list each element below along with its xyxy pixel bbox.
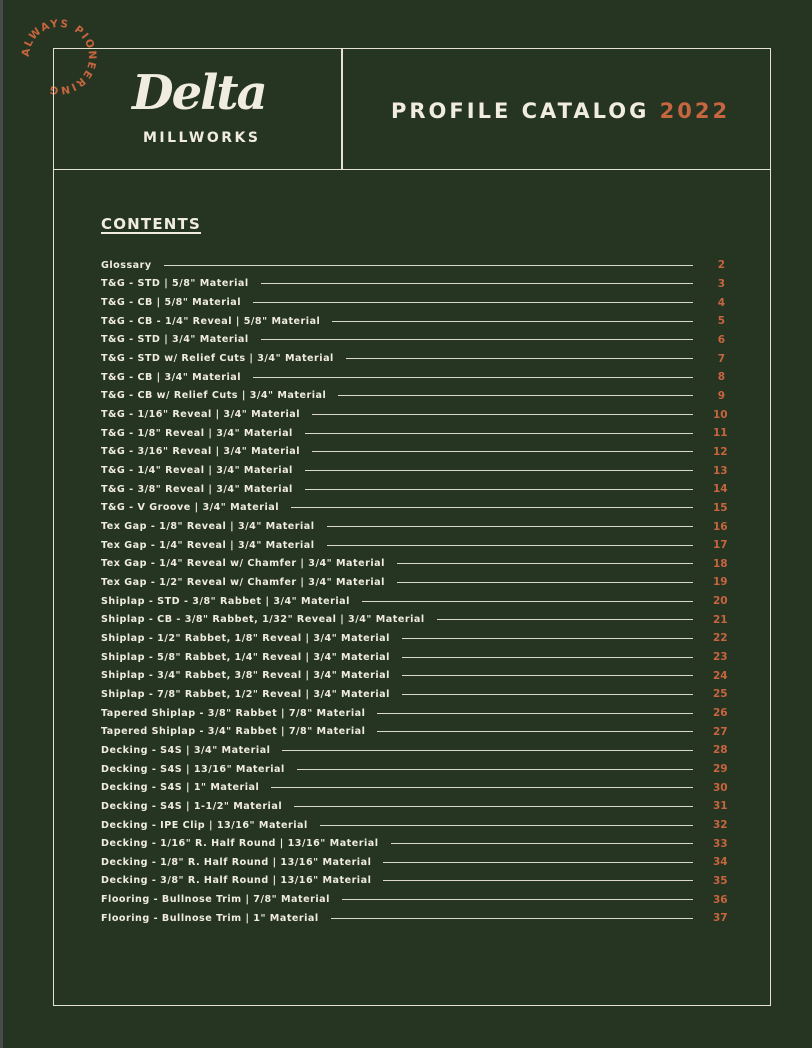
toc-entry-page: 6	[717, 333, 725, 346]
toc-entry-title: Tapered Shiplap - 3/4" Rabbet | 7/8" Material	[101, 726, 366, 738]
toc-leader-line	[402, 657, 693, 658]
toc-entry-page: 4	[717, 296, 725, 309]
toc-entry[interactable]	[101, 405, 728, 424]
toc-leader-line	[305, 433, 693, 434]
toc-leader-line	[397, 563, 693, 564]
toc-entry-title: Tex Gap - 1/2" Reveal w/ Chamfer | 3/4" Material	[101, 576, 385, 588]
toc-entry[interactable]	[101, 778, 728, 797]
toc-leader-line	[305, 489, 693, 490]
toc-entry[interactable]	[101, 517, 728, 536]
page-edge	[0, 0, 3, 1048]
toc-leader-line	[271, 787, 693, 788]
toc-entry[interactable]	[101, 555, 728, 574]
toc-leader-line	[261, 283, 693, 284]
toc-leader-line	[164, 265, 693, 266]
toc-leader-line	[391, 843, 693, 844]
toc-entry[interactable]	[101, 816, 728, 835]
toc-entry-title: T&G - 1/4" Reveal | 3/4" Material	[101, 465, 293, 477]
header-divider	[341, 49, 343, 170]
toc-entry[interactable]	[101, 648, 728, 667]
toc-entry-title: Shiplap - 3/4" Rabbet, 3/8" Reveal | 3/4" Material	[101, 670, 390, 682]
toc-leader-line	[383, 880, 693, 881]
toc-entry-title: Decking - S4S | 13/16" Material	[101, 763, 285, 775]
brand-logo: Delta	[132, 65, 266, 121]
toc-entry-page: 37	[713, 912, 728, 925]
toc-entry-page: 29	[713, 763, 728, 776]
toc-leader-line	[362, 601, 693, 602]
toc-leader-line	[312, 451, 693, 452]
toc-entry-title: T&G - CB - 1/4" Reveal | 5/8" Material	[101, 315, 321, 327]
toc-entry-page: 5	[717, 315, 725, 328]
toc-entry-page: 25	[713, 688, 728, 701]
toc-leader-line	[327, 526, 693, 527]
toc-leader-line	[402, 675, 693, 676]
toc-leader-line	[402, 638, 693, 639]
contents-heading: CONTENTS	[101, 215, 201, 233]
toc-entry-title: T&G - 3/16" Reveal | 3/4" Material	[101, 446, 301, 458]
toc-entry[interactable]	[101, 834, 728, 853]
toc-entry-title: T&G - 1/16" Reveal | 3/4" Material	[101, 409, 301, 421]
toc-entry[interactable]	[101, 573, 728, 592]
toc-entry[interactable]	[101, 461, 728, 480]
toc-entry-page: 33	[713, 837, 728, 850]
toc-entry-page: 30	[713, 781, 728, 794]
toc-entry-page: 13	[713, 464, 728, 477]
toc-entry-page: 24	[713, 669, 728, 682]
toc-entry-title: T&G - STD | 3/4" Material	[101, 334, 249, 346]
toc-leader-line	[338, 395, 693, 396]
toc-entry[interactable]	[101, 331, 725, 350]
toc-entry-page: 21	[713, 613, 728, 626]
toc-entry-page: 2	[717, 259, 725, 272]
toc-leader-line	[312, 414, 693, 415]
toc-leader-line	[327, 545, 693, 546]
toc-entry-page: 15	[713, 501, 728, 514]
toc-entry-title: T&G - 3/8" Reveal | 3/4" Material	[101, 483, 293, 495]
toc-entry-title: T&G - CB w/ Relief Cuts | 3/4" Material	[101, 390, 327, 402]
toc-entry-title: Tapered Shiplap - 3/8" Rabbet | 7/8" Material	[101, 707, 366, 719]
toc-leader-line	[377, 713, 693, 714]
toc-entry[interactable]	[101, 275, 725, 294]
toc-leader-line	[342, 899, 693, 900]
toc-entry[interactable]	[101, 704, 728, 723]
brand-subtitle: MILLWORKS	[143, 130, 261, 146]
toc-entry-page: 3	[717, 277, 725, 290]
toc-entry[interactable]	[101, 349, 725, 368]
toc-entry-page: 14	[713, 483, 728, 496]
toc-leader-line	[332, 321, 693, 322]
toc-entry-page: 22	[713, 632, 728, 645]
toc-entry-title: Decking - IPE Clip | 13/16" Material	[101, 819, 308, 831]
toc-entry-title: Glossary	[101, 259, 152, 271]
toc-entry[interactable]	[101, 853, 728, 872]
toc-leader-line	[297, 769, 693, 770]
toc-leader-line	[261, 339, 693, 340]
toc-leader-line	[320, 825, 693, 826]
toc-entry-title: Decking - 3/8" R. Half Round | 13/16" Material	[101, 875, 372, 887]
toc-leader-line	[383, 862, 693, 863]
toc-entry[interactable]	[101, 872, 728, 891]
table-of-contents	[101, 256, 728, 928]
toc-entry[interactable]	[101, 312, 725, 331]
toc-entry-title: Tex Gap - 1/4" Reveal | 3/4" Material	[101, 539, 315, 551]
toc-leader-line	[294, 806, 693, 807]
toc-entry-title: Tex Gap - 1/8" Reveal | 3/4" Material	[101, 521, 315, 533]
toc-entry-page: 12	[713, 445, 728, 458]
toc-leader-line	[397, 582, 693, 583]
toc-entry[interactable]	[101, 666, 728, 685]
toc-entry-title: T&G - 1/8" Reveal | 3/4" Material	[101, 427, 293, 439]
toc-entry-title: Tex Gap - 1/4" Reveal w/ Chamfer | 3/4" Material	[101, 558, 385, 570]
toc-entry-page: 26	[713, 707, 728, 720]
toc-entry-page: 11	[713, 427, 728, 440]
toc-leader-line	[377, 731, 693, 732]
toc-entry[interactable]	[101, 499, 728, 518]
toc-entry-page: 36	[713, 893, 728, 906]
toc-entry-title: Flooring - Bullnose Trim | 1" Material	[101, 912, 319, 924]
toc-entry-title: T&G - STD | 5/8" Material	[101, 278, 249, 290]
toc-entry[interactable]	[101, 443, 728, 462]
toc-entry-page: 10	[713, 408, 728, 421]
toc-entry[interactable]	[101, 760, 728, 779]
toc-leader-line	[437, 619, 693, 620]
toc-entry[interactable]	[101, 890, 728, 909]
toc-entry-page: 31	[713, 800, 728, 813]
toc-leader-line	[331, 918, 693, 919]
toc-entry[interactable]	[101, 685, 728, 704]
toc-entry-title: Decking - S4S | 1" Material	[101, 782, 260, 794]
toc-entry[interactable]	[101, 797, 728, 816]
toc-entry-title: T&G - V Groove | 3/4" Material	[101, 502, 280, 514]
toc-entry-title: Decking - S4S | 1-1/2" Material	[101, 800, 283, 812]
toc-entry-title: Shiplap - 7/8" Rabbet, 1/2" Reveal | 3/4" Material	[101, 688, 390, 700]
toc-entry[interactable]	[101, 424, 728, 443]
toc-leader-line	[346, 358, 693, 359]
toc-entry-page: 19	[713, 576, 728, 589]
toc-leader-line	[253, 377, 693, 378]
toc-entry[interactable]	[101, 387, 725, 406]
toc-entry-page: 23	[713, 651, 728, 664]
toc-entry-title: Decking - 1/8" R. Half Round | 13/16" Material	[101, 856, 372, 868]
toc-entry-title: Shiplap - CB - 3/8" Rabbet, 1/32" Reveal | 3/4" Material	[101, 614, 425, 626]
toc-entry-title: Shiplap - 5/8" Rabbet, 1/4" Reveal | 3/4" Material	[101, 651, 390, 663]
toc-entry-page: 9	[717, 389, 725, 402]
toc-leader-line	[282, 750, 693, 751]
toc-entry[interactable]	[101, 293, 725, 312]
toc-entry-page: 8	[717, 371, 725, 384]
toc-entry[interactable]	[101, 722, 728, 741]
toc-entry-page: 7	[717, 352, 725, 365]
toc-entry-title: T&G - STD w/ Relief Cuts | 3/4" Material	[101, 353, 334, 365]
catalog-title	[391, 99, 730, 123]
svg-text:ALWAYS PIONEERING: ALWAYS PIONEERING	[19, 17, 99, 97]
toc-entry[interactable]	[101, 480, 728, 499]
toc-entry-page: 16	[713, 520, 728, 533]
toc-entry-page: 17	[713, 539, 728, 552]
toc-entry-page: 27	[713, 725, 728, 738]
toc-entry[interactable]	[101, 909, 728, 928]
toc-entry[interactable]	[101, 368, 725, 387]
toc-entry-title: Flooring - Bullnose Trim | 7/8" Material	[101, 894, 330, 906]
toc-entry[interactable]	[101, 629, 728, 648]
toc-leader-line	[253, 302, 693, 303]
toc-leader-line	[402, 694, 693, 695]
toc-entry-title: Decking - 1/16" R. Half Round | 13/16" Material	[101, 838, 379, 850]
toc-entry-page: 32	[713, 819, 728, 832]
toc-entry[interactable]	[101, 592, 728, 611]
toc-leader-line	[291, 507, 693, 508]
toc-entry[interactable]	[101, 536, 728, 555]
toc-entry[interactable]	[101, 256, 725, 275]
toc-entry-title: T&G - CB | 3/4" Material	[101, 371, 242, 383]
toc-entry-title: Shiplap - 1/2" Rabbet, 1/8" Reveal | 3/4" Material	[101, 632, 390, 644]
toc-entry-page: 18	[713, 557, 728, 570]
toc-entry[interactable]	[101, 610, 728, 629]
toc-entry-page: 20	[713, 595, 728, 608]
toc-leader-line	[305, 470, 693, 471]
toc-entry-page: 35	[713, 874, 728, 887]
toc-entry-page: 28	[713, 744, 728, 757]
header	[54, 49, 770, 170]
catalog-title-text: PROFILE CATALOG	[391, 99, 650, 123]
toc-entry[interactable]	[101, 741, 728, 760]
toc-entry-page: 34	[713, 856, 728, 869]
toc-entry-title: Decking - S4S | 3/4" Material	[101, 744, 271, 756]
catalog-year: 2022	[659, 99, 731, 123]
toc-entry-title: Shiplap - STD - 3/8" Rabbet | 3/4" Material	[101, 595, 350, 607]
toc-entry-title: T&G - CB | 5/8" Material	[101, 297, 242, 309]
